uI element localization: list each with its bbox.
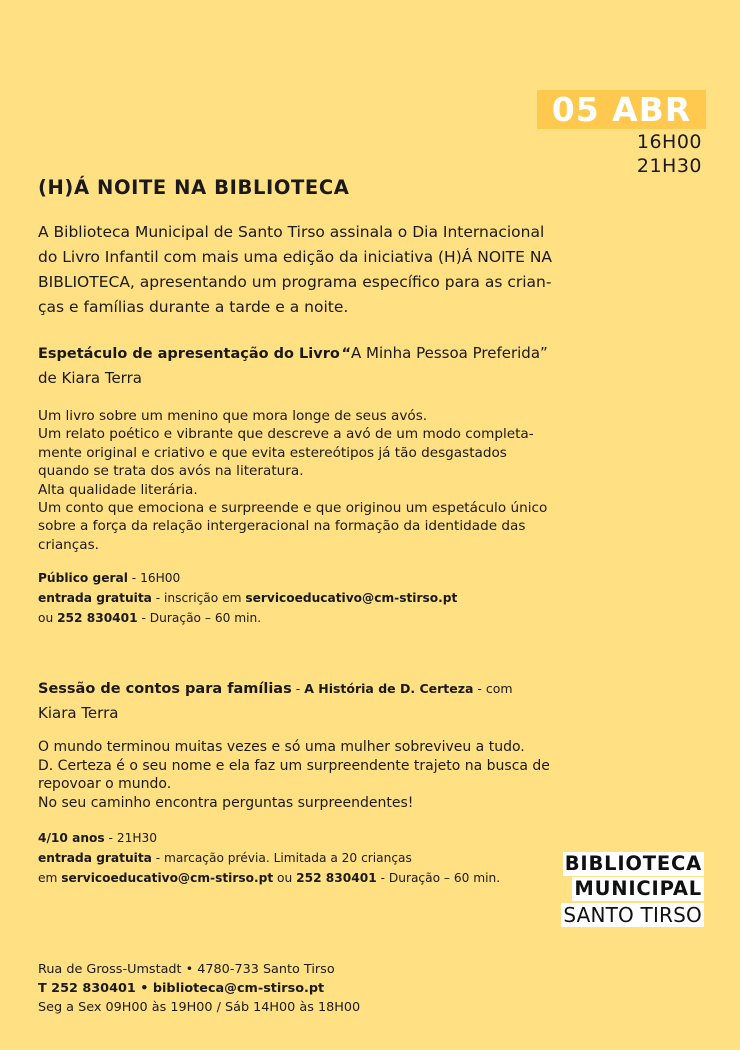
event1-heading xyxy=(38,340,548,367)
intro-line: ças e famílias durante a tarde e a noite. xyxy=(38,298,349,316)
phone-link[interactable]: 252 830401 xyxy=(296,871,377,885)
or-text: ou xyxy=(38,611,58,625)
intro-line: BIBLIOTECA, apresentando um programa específico para as crian- xyxy=(38,273,552,291)
separator: - xyxy=(291,681,305,696)
page-title: (H)Á NOITE NA BIBLIOTECA xyxy=(38,176,350,199)
description-line: Alta qualidade literária. xyxy=(38,481,198,498)
entry-label: entrada gratuita xyxy=(38,591,152,605)
logo-line-municipal: MUNICIPAL xyxy=(574,877,702,900)
event1-quote-open: “ xyxy=(341,346,351,362)
logo-line-biblioteca: BIBLIOTECA xyxy=(564,852,702,875)
entry-text: - inscrição em xyxy=(151,591,246,605)
entry-text: - marcação prévia. Limitada a 20 crianças xyxy=(151,851,412,865)
email-link[interactable]: servicoeducativo@cm-stirso.pt xyxy=(245,591,458,605)
audience-time: - 21H30 xyxy=(104,831,157,845)
footer-address: Rua de Gross-Umstadt • 4780-733 Santo Tirso xyxy=(38,962,335,977)
audience-label: Público geral xyxy=(38,571,128,585)
description-line: Um conto que emociona e surpreende e que originou um espetáculo único xyxy=(38,500,548,517)
or-text: ou xyxy=(273,871,297,885)
time-afternoon: 16H00 xyxy=(636,131,702,153)
audience-label: 4/10 anos xyxy=(38,831,105,845)
event1-book-title: A Minha Pessoa Preferida” xyxy=(350,344,548,362)
event1-author: de Kiara Terra xyxy=(38,369,142,387)
audience-time: - 16H00 xyxy=(127,571,181,585)
intro-line: A Biblioteca Municipal de Santo Tirso assinala o Dia Internacional xyxy=(38,223,545,241)
description-line: Um livro sobre um menino que mora longe de seus avós. xyxy=(38,408,428,424)
phone-link[interactable]: 252 830401 xyxy=(57,611,138,625)
footer-phone[interactable]: T 252 830401 xyxy=(38,981,136,996)
time-evening: 21H30 xyxy=(636,155,702,177)
logo-line-santo-tirso: SANTO TIRSO xyxy=(563,903,702,927)
footer-hours: Seg a Sex 09H00 às 19H00 / Sáb 14H00 às 18H00 xyxy=(38,1000,361,1015)
footer-contact xyxy=(38,960,360,1017)
em-text: em xyxy=(38,871,62,885)
event2-entry xyxy=(38,848,500,868)
description-line: O mundo terminou muitas vezes e só uma mulher sobreviveu a tudo. xyxy=(38,739,525,755)
event2-description xyxy=(38,738,598,813)
description-line: crianças. xyxy=(38,536,99,553)
description-line: quando se trata dos avós na literatura. xyxy=(38,463,304,480)
description-line: repovoar o mundo. xyxy=(38,776,172,793)
intro-line: do Livro Infantil com mais uma edição da iniciativa (H)Á NOITE NA xyxy=(38,248,553,266)
description-line: mente original e criativo e que evita estereótipos já tão desgastados xyxy=(38,444,507,461)
library-logo xyxy=(534,852,704,930)
description-line: No seu caminho encontra perguntas surpreendentes! xyxy=(38,795,414,812)
heading-tail: - com xyxy=(473,681,513,696)
entry-label: entrada gratuita xyxy=(38,851,152,865)
event2-contact xyxy=(38,868,500,888)
description-line: D. Certeza é o seu nome e ela faz um surpreendente trajeto na busca de xyxy=(38,757,550,774)
event1-contact xyxy=(38,608,457,628)
description-line: sobre a força da relação intergeracional na formação da identidade das xyxy=(38,518,526,535)
email-link[interactable]: servicoeducativo@cm-stirso.pt xyxy=(61,871,274,885)
event1-info xyxy=(38,568,457,628)
description-line: Um relato poético e vibrante que descreve a avó de um modo completa- xyxy=(38,426,534,443)
event2-audience xyxy=(38,828,500,848)
intro-paragraph xyxy=(38,220,598,320)
event2-author: Kiara Terra xyxy=(38,704,119,722)
event2-info xyxy=(38,828,500,888)
event1-audience xyxy=(38,568,457,588)
footer-phone-email xyxy=(38,979,360,998)
event2-story-title: A História de D. Certeza xyxy=(304,681,474,696)
duration-text: - Duração – 60 min. xyxy=(376,871,501,885)
event1-description xyxy=(38,407,598,554)
event1-entry xyxy=(38,588,457,608)
event1-heading-label: Espetáculo de apresentação do Livro xyxy=(38,346,340,362)
footer-email[interactable]: • biblioteca@cm-stirso.pt xyxy=(135,981,325,996)
event2-heading-label: Sessão de contos para famílias xyxy=(38,681,292,697)
duration-text: - Duração – 60 min. xyxy=(137,611,262,625)
date-badge: 05 ABR xyxy=(537,90,706,129)
event2-heading xyxy=(38,676,513,702)
